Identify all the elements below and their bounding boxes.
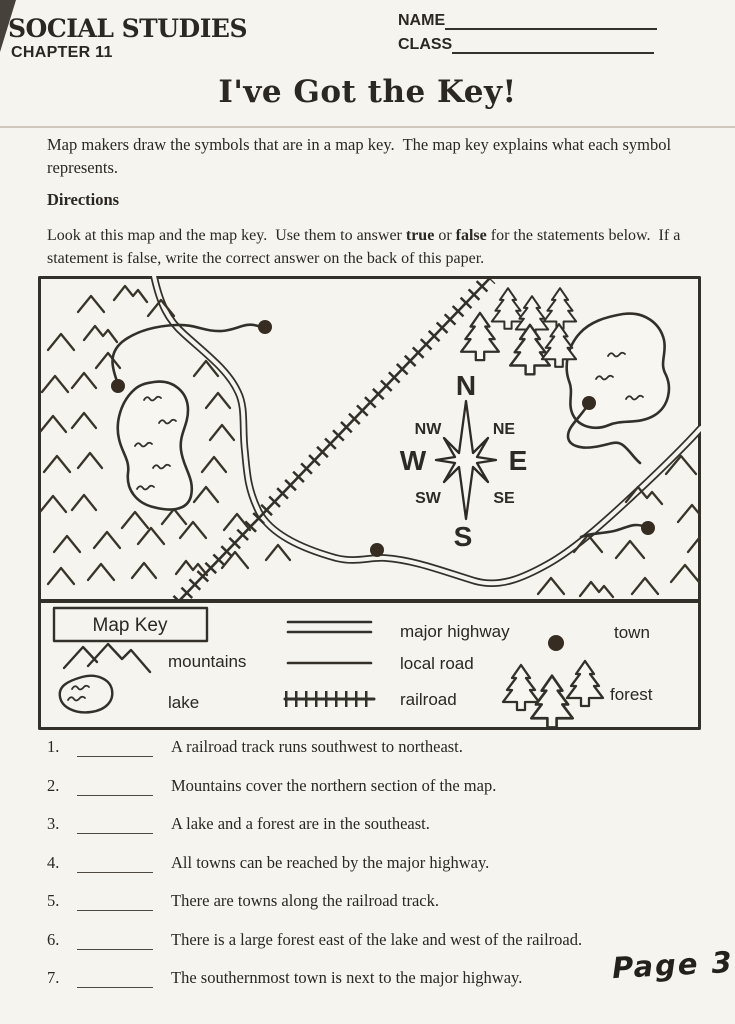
question-text: Mountains cover the northern section of the map. [171,775,497,795]
railroad-track [178,278,490,602]
class-blank [452,34,654,54]
town-icon [548,635,564,651]
question-text: A lake and a forest are in the southeast. [171,814,430,833]
question-text: All towns can be reached by the major highway. [171,852,490,872]
question-number: 6. [47,929,60,949]
forest-icon [503,661,603,727]
directions-heading: Directions [47,190,120,209]
map-key-title: Map Key [92,615,168,636]
answer-blank [77,856,153,873]
compass-s-label: S [453,521,473,552]
true-word: true [405,227,435,244]
question-text: There is a large forest east of the lake and west of the railroad. [171,929,583,949]
question-row-3 [47,813,707,834]
map-key-label-railroad: railroad [400,690,457,709]
question-number: 5. [47,891,60,910]
major-highway-icon [288,622,371,632]
directions-text: or [434,227,456,244]
intro-paragraph: Map makers draw the symbols that are in a map key. The map key explains what each symbol represents. [47,135,676,178]
name-label: NAME [398,12,446,29]
question-row-1 [47,736,707,757]
map-key-label-lake: lake [168,693,200,712]
town-dot [258,320,272,334]
compass-rose [400,370,528,552]
question-text: A railroad track runs southwest to northeast. [171,737,463,756]
question-number: 2. [47,775,60,795]
compass-w-label: W [399,445,427,476]
compass-e-label: E [508,445,528,476]
answer-blank [77,740,153,757]
question-number: 1. [47,737,60,756]
directions-text: Look at this map and the map key. Use them to answer [47,227,406,244]
answer-blank [77,894,153,911]
question-number: 3. [47,814,60,833]
subject-title: SOCIAL STUDIES [8,13,248,44]
question-list [47,736,707,988]
town-dot [641,521,655,535]
mountains-southeast [538,456,701,597]
question-text: The southernmost town is next to the major highway. [171,968,523,987]
map-key-label-mountains: mountains [168,652,247,671]
page-number: Page 3 [611,944,735,986]
question-row-2 [47,775,707,796]
mountains-icon [64,644,150,672]
compass-se-label: SE [493,490,515,507]
question-number: 7. [47,968,60,987]
answer-blank [77,779,153,796]
question-row-4 [47,852,707,873]
header-divider-line [0,126,735,128]
question-row-6 [47,929,707,950]
chapter-label: CHAPTER 11 [11,44,113,61]
compass-nw-label: NW [414,421,442,438]
town-dot [111,379,125,393]
compass-star [436,401,496,519]
map-key-label-forest: forest [610,685,653,704]
map-key-label-major-highway: major highway [400,622,510,641]
compass-sw-label: SW [415,490,441,507]
lake-east [567,314,669,428]
lake-west [118,382,192,510]
town-dot [582,396,596,410]
forest-north [461,288,576,374]
compass-ne-label: NE [492,421,516,438]
map-key-label-local-road: local road [400,654,474,673]
answer-blank [77,971,153,988]
town-dot [370,543,384,557]
question-row-5 [47,890,707,911]
map-figure [38,276,701,602]
question-text: There are towns along the railroad track. [171,891,440,910]
class-label: CLASS [398,36,453,53]
question-number: 4. [47,852,60,872]
map-key-panel [38,600,701,730]
answer-blank [77,933,153,950]
answer-blank [77,817,153,834]
question-row-7 [47,967,707,988]
name-blank [445,10,657,30]
compass-n-label: N [455,370,477,401]
name-class-block [398,8,657,56]
directions-text: for the statements below. If a statement is false, write the correct answer on the back of this paper. [47,227,685,267]
false-word: false [455,227,487,244]
directions-paragraph [47,225,719,270]
lake-icon [60,676,113,713]
map-key-label-town: town [614,623,650,642]
worksheet-title: I've Got the Key! [218,74,517,110]
